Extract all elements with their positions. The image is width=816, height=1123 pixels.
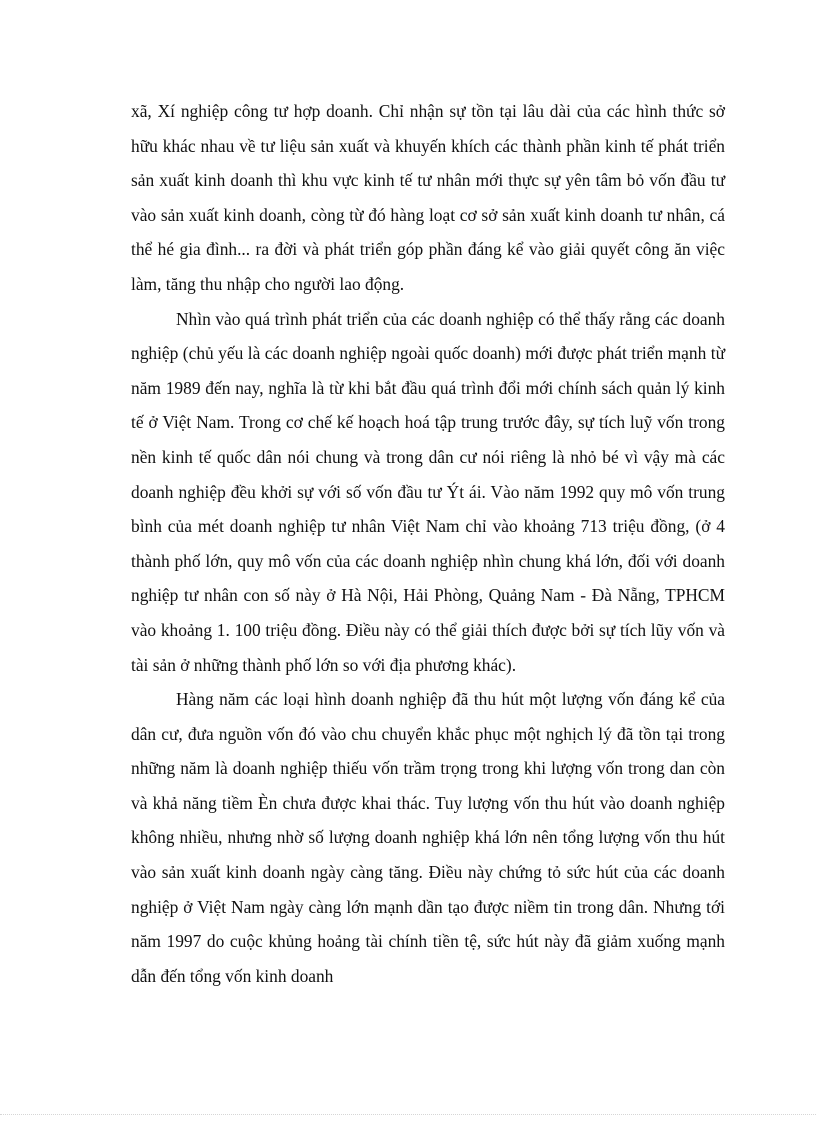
paragraph-1: xã, Xí nghiệp công tư hợp doanh. Chỉ nhận sự tồn tại lâu dài của các hình thức sở hữu khác nhau về tư liệu sản xuất và khuyến khích các thành phần kinh tế phát triển sản xuất kinh doanh thì khu vực kinh tế tư nhân mới thực sự yên tâm bỏ vốn đầu tư vào sản xuất kinh doanh, còng từ đó hàng loạt cơ sở sản xuất kinh doanh tư nhân, cá thể hé gia đình... ra đời và phát triển góp phần đáng kể vào giải quyết công ăn việc làm, tăng thu nhập cho người lao động. — [131, 101, 725, 294]
page-bottom-divider — [0, 1114, 816, 1115]
paragraph-2: Nhìn vào quá trình phát triển của các doanh nghiệp có thể thấy rằng các doanh nghiệp (chủ yếu là các doanh nghiệp ngoài quốc doanh) mới được phát triển mạnh từ năm 1989 đến nay, nghĩa là từ khi bắt đầu quá trình đổi mới chính sách quản lý kinh tế ở Việt Nam. Trong cơ chế kế hoạch hoá tập trung trước đây, sự tích luỹ vốn trong nền kinh tế quốc dân nói chung và trong dân cư nói riêng là nhỏ bé vì vậy mà các doanh nghiệp đều khởi sự với số vốn đầu tư Ýt ái. Vào năm 1992 quy mô vốn trung bình của mét doanh nghiệp tư nhân Việt Nam chỉ vào khoảng 713 triệu đồng, (ở 4 thành phố lớn, quy mô vốn của các doanh nghiệp nhìn chung khá lớn, đối với doanh nghiệp tư nhân con số này ở Hà Nội, Hải Phòng, Quảng Nam - Đà Nẵng, TPHCM vào khoảng 1. 100 triệu đồng. Điều này có thể giải thích được bởi sự tích lũy vốn và tài sản ở những thành phố lớn so với địa phương khác). — [131, 308, 725, 675]
paragraph-3: Hàng năm các loại hình doanh nghiệp đã thu hút một lượng vốn đáng kể của dân cư, đưa nguồn vốn đó vào chu chuyển khắc phục một nghịch lý đã tồn tại trong những năm là doanh nghiệp thiếu vốn trầm trọng trong khi lượng vốn trong dan còn và khả năng tiềm Èn chưa được khai thác. Tuy lượng vốn thu hút vào doanh nghiệp không nhiều, nhưng nhờ số lượng doanh nghiệp khá lớn nên tổng lượng vốn thu hút vào sản xuất kinh doanh ngày càng tăng. Điều này chứng tỏ sức hút của các doanh nghiệp ở Việt Nam ngày càng lớn mạnh dần tạo được niềm tin trong dân. Nhưng tới năm 1997 do cuộc khủng hoảng tài chính tiền tệ, sức hút này đã giảm xuống mạnh dẫn đến tổng vốn kinh doanh — [131, 689, 725, 986]
document-page — [131, 94, 725, 993]
